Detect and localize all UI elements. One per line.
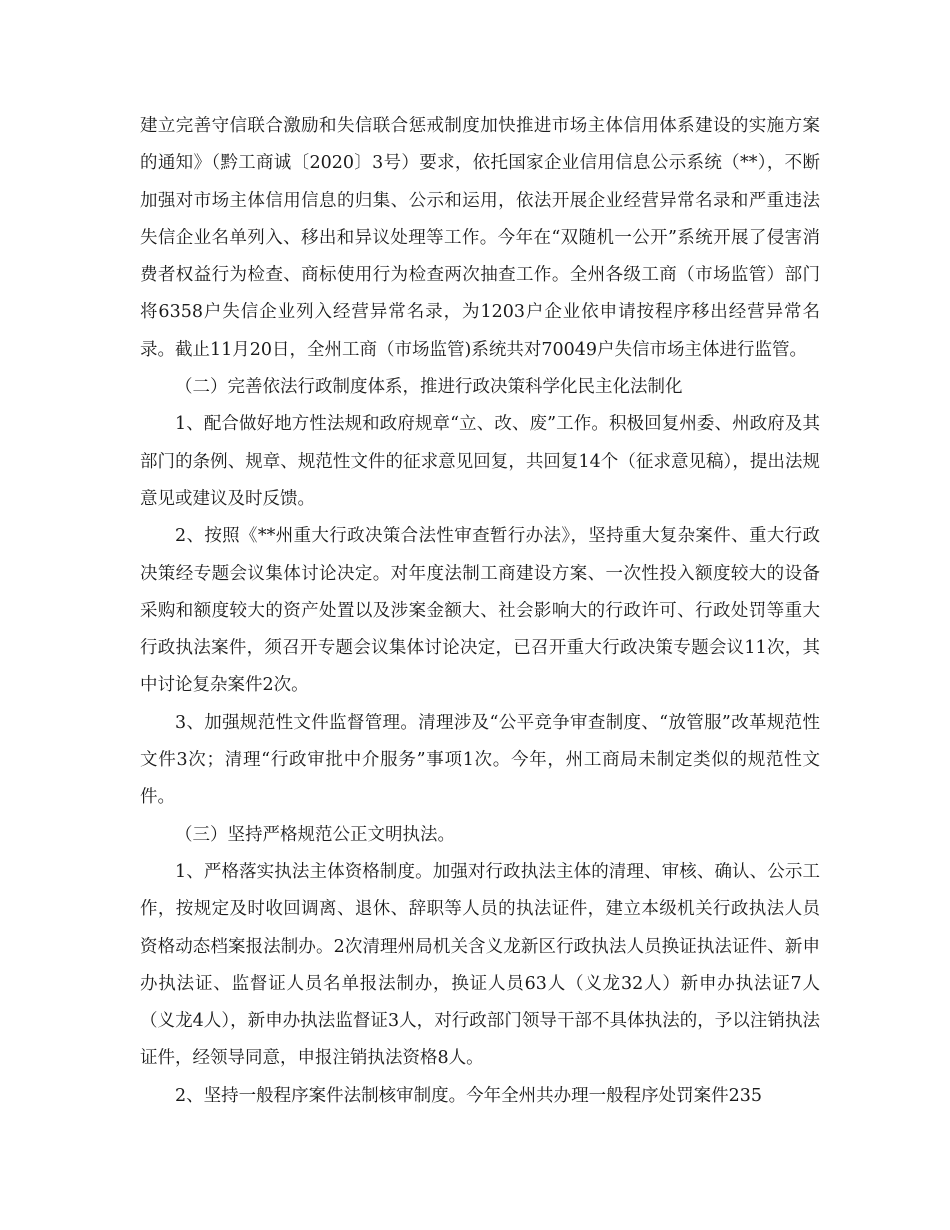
paragraph-item-1b: 1、严格落实执法主体资格制度。加强对行政执法主体的清理、审核、确认、公示工作，按规定及时收回调离、退休、辞职等人员的执法证件，建立本级机关行政执法人员资格动态档案报法制办。2次清理州局机关含义龙新区行政执法人员换证执法证件、新申办执法证、监督证人员名单报法制办，换证人员63人（义龙32人）新申办执法证7人（义龙4人），新申办执法监督证3人，对行政部门领导干部不具体执法的，予以注销执法证件，经领导同意，申报注销执法资格8人。 <box>140 861 820 1069</box>
paragraph-item-2b: 2、坚持一般程序案件法制核审制度。今年全州共办理一般程序处罚案件235 <box>175 1085 763 1106</box>
paragraph-item-2: 2、按照《**州重大行政决策合法性审查暂行办法》，坚持重大复杂案件、重大行政决策经专题会议集体讨论决定。对年度法制工商建设方案、一次性投入额度较大的设备采购和额度较大的资产处置以及涉案金额大、社会影响大的行政许可、行政处罚等重大行政执法案件，须召开专题会议集体讨论决定，已召开重大行政决策专题会议11次，其中讨论复杂案件2次。 <box>140 526 820 696</box>
section-heading-3: （三）坚持严格规范公正文明执法。 <box>175 824 455 845</box>
document-page <box>140 108 820 1115</box>
paragraph-item-1: 1、配合做好地方性法规和政府规章“立、改、废”工作。积极回复州委、州政府及其部门的条例、规章、规范性文件的征求意见回复，共回复14个（征求意见稿），提出法规意见或建议及时反馈。 <box>140 414 820 509</box>
section-heading-2: （二）完善依法行政制度体系，推进行政决策科学化民主化法制化 <box>175 377 683 398</box>
paragraph-1: 建立完善守信联合激励和失信联合惩戒制度加快推进市场主体信用体系建设的实施方案的通知》（黔工商诚〔2020〕3号）要求，依托国家企业信用信息公示系统（**），不断加强对市场主体信用信息的归集、公示和运用，依法开展企业经营异常名录和严重违法失信企业名单列入、移出和异议处理等工作。今年在“双随机一公开”系统开展了侵害消费者权益行为检查、商标使用行为检查两次抽查工作。全州各级工商（市场监管）部门将6358户失信企业列入经营异常名录，为1203户企业依申请按程序移出经营异常名录。截止11月20日，全州工商（市场监管)系统共对70049户失信市场主体进行监管。 <box>140 116 820 360</box>
paragraph-item-3: 3、加强规范性文件监督管理。清理涉及“公平竞争审查制度、“放管服”改革规范性文件3次；清理“行政审批中介服务”事项1次。今年，州工商局未制定类似的规范性文件。 <box>140 712 820 808</box>
